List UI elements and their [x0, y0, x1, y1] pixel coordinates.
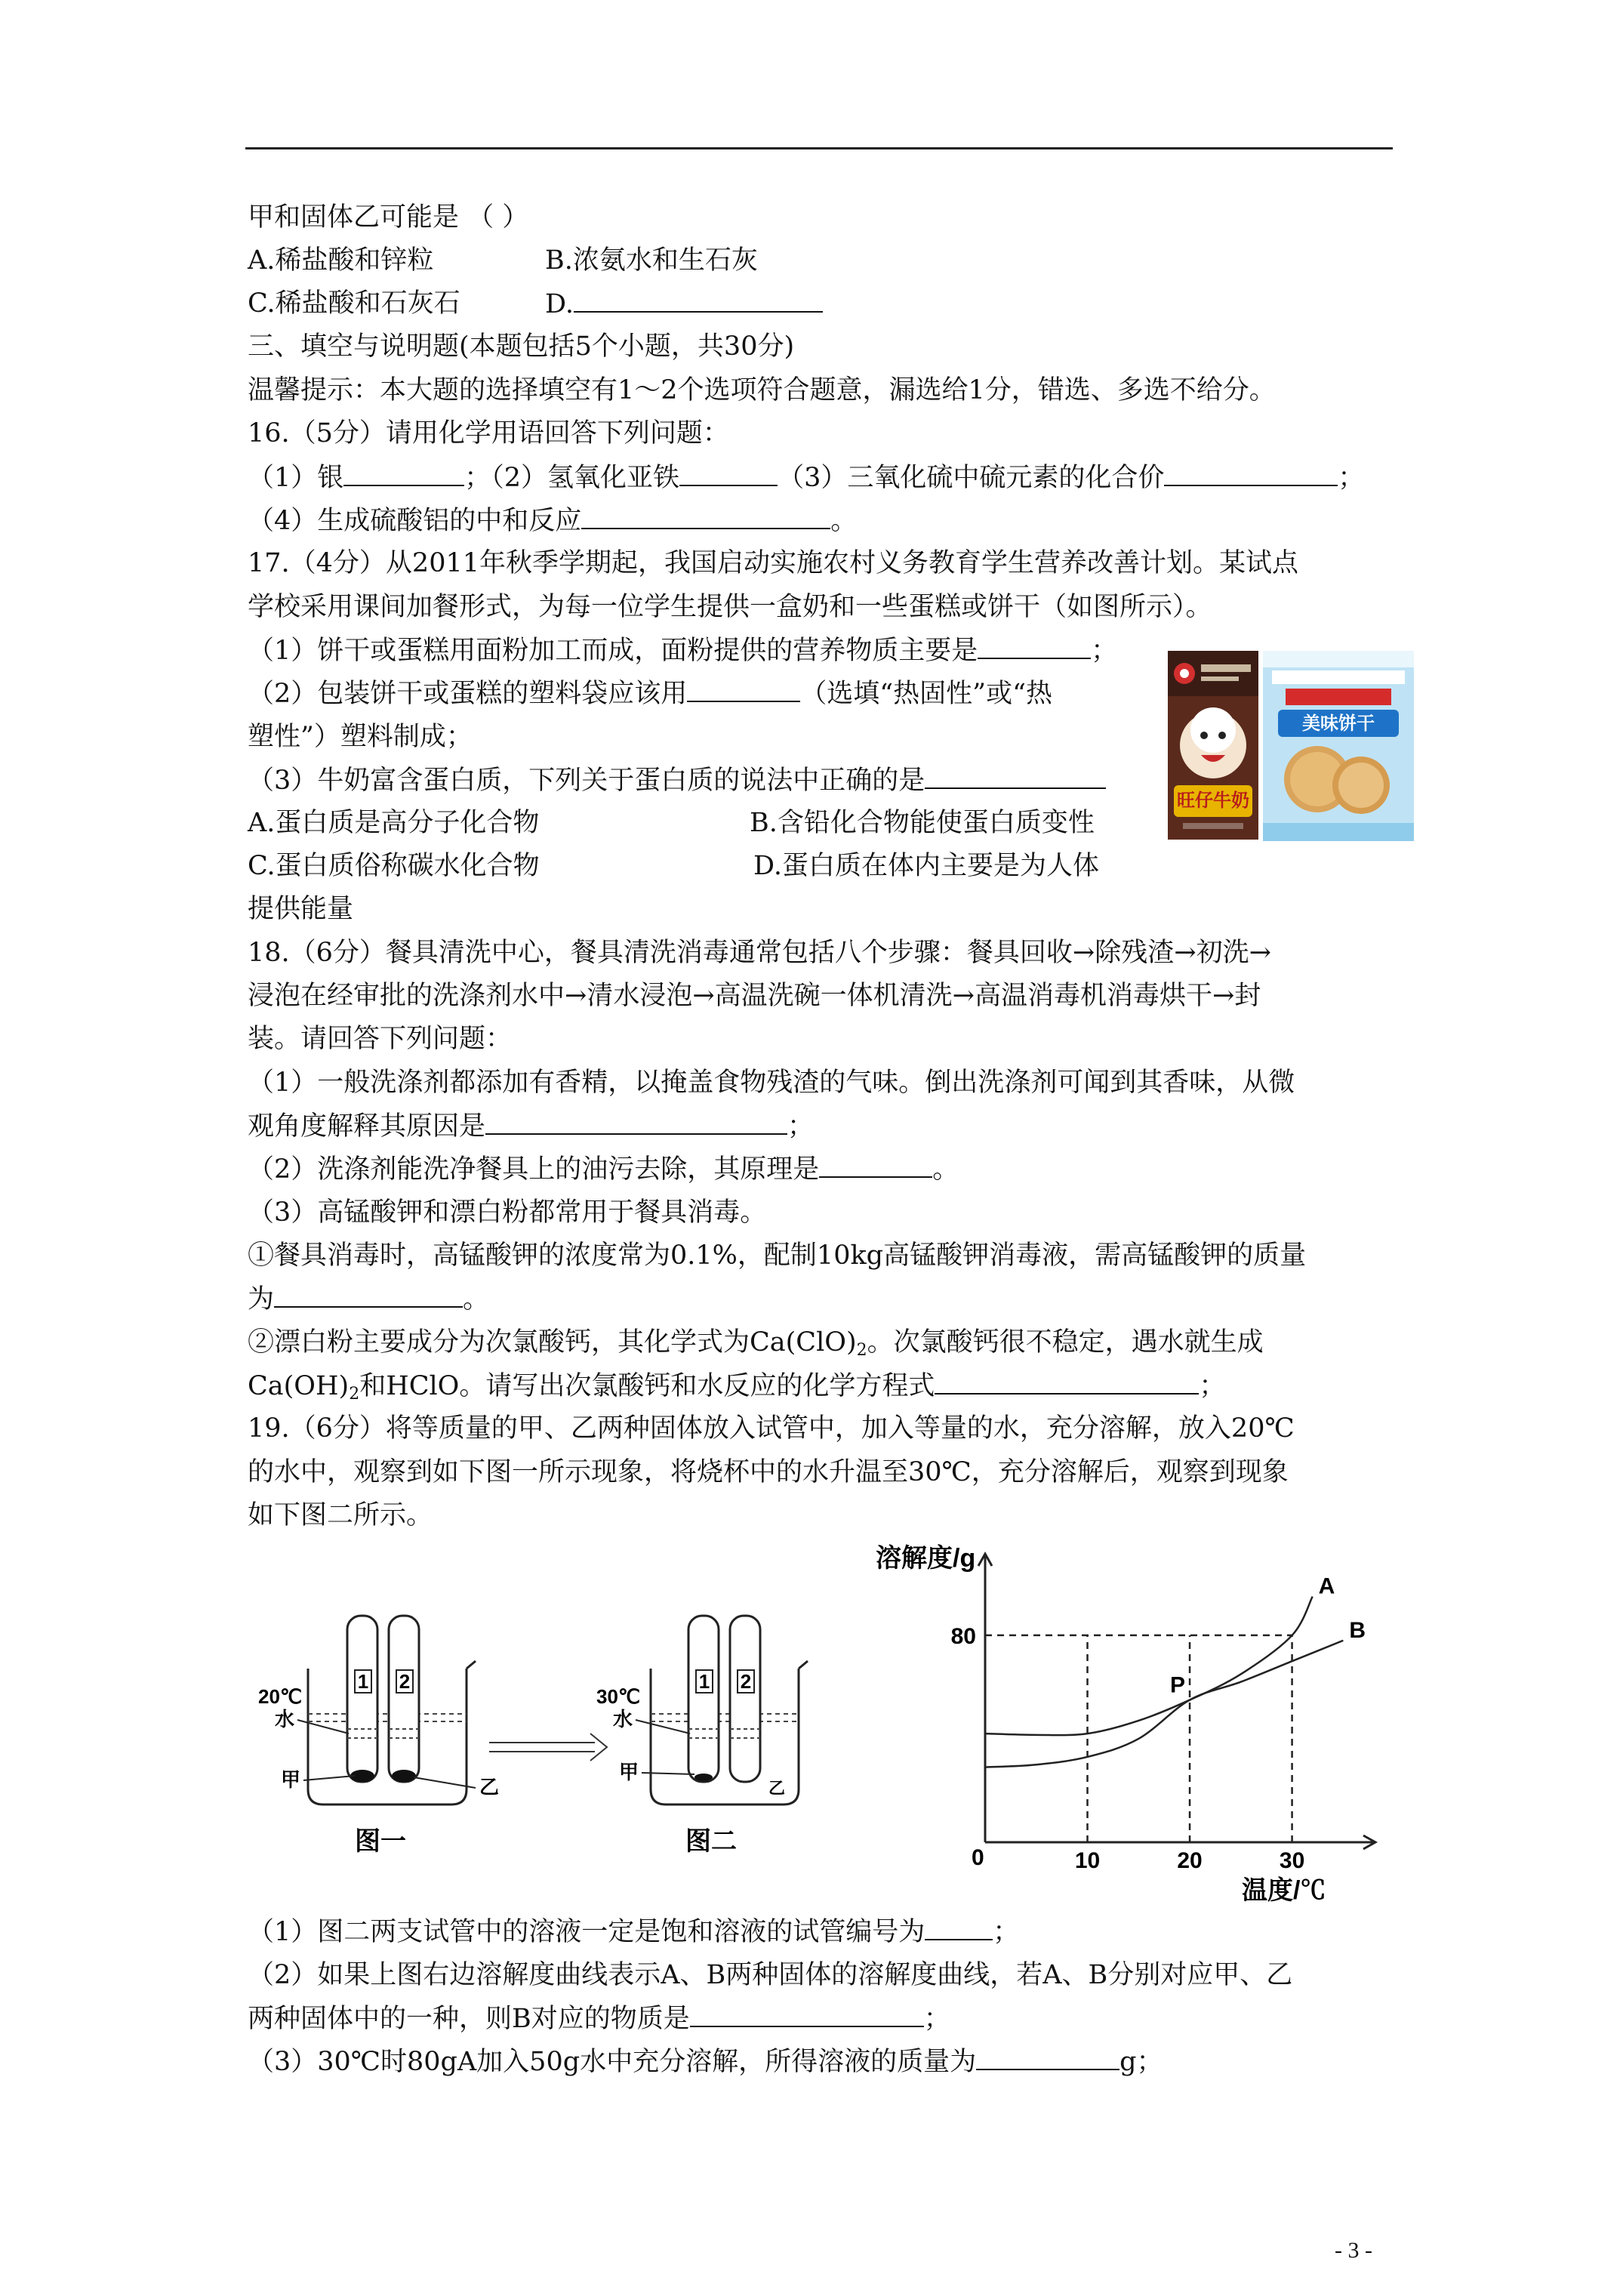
q19-part2-line2: 两种固体中的一种，则B对应的物质是 ； — [248, 2004, 950, 2034]
tube-2-label: 2 — [740, 1670, 752, 1693]
tube-1-label: 1 — [357, 1670, 369, 1693]
answer-blank[interactable] — [935, 1370, 1199, 1395]
answer-blank[interactable] — [690, 2003, 924, 2027]
q19-line2: 的水中，观察到如下图一所示现象，将烧杯中的水升温至30℃，充分溶解后，观察到现象 — [248, 1457, 1289, 1487]
process-arrow — [489, 1734, 607, 1761]
q19-part3: （3）30℃时80gA加入50g水中充分溶解，所得溶液的质量为 g； — [248, 2047, 1163, 2077]
figure-two — [596, 1616, 808, 1856]
tube-1-label: 1 — [698, 1670, 710, 1693]
figure-one — [258, 1616, 499, 1856]
q17-part2-cont: 塑性”）塑料制成； — [248, 722, 473, 752]
q18-part1-line1: （1）一般洗涤剂都添加有香精，以掩盖食物残渣的气味。倒出洗涤剂可闻到其香味，从微 — [248, 1068, 1295, 1098]
test-tube-figures — [249, 1601, 913, 1880]
milk-brand-label: 旺仔牛奶 — [1177, 791, 1249, 811]
q15-option-b: B.浓氨水和生石灰 — [545, 245, 758, 276]
q16-line1: （1）银 ；（2）氢氧化亚铁 （3）三氧化硫中硫元素的化合价 ； — [248, 463, 1365, 493]
q18-part1-line2: 观角度解释其原因是 ； — [248, 1111, 815, 1142]
q17-part3: （3）牛奶富含蛋白质，下列关于蛋白质的说法中正确的是 — [248, 765, 1106, 796]
series-curve-b — [985, 1641, 1343, 1767]
q18-part3: （3）高锰酸钾和漂白粉都常用于餐具消毒。 — [248, 1197, 767, 1228]
chart-series — [985, 1597, 1343, 1767]
intersection-point-label: P — [1170, 1672, 1186, 1698]
tube-2-label: 2 — [399, 1670, 411, 1693]
q17-stem-line1: 17.（4分）从2011年秋季学期起，我国启动实施农村义务教育学生营养改善计划。某试点 — [248, 548, 1299, 578]
q18-line2: 浸泡在经审批的洗涤剂水中→清水浸泡→高温洗碗一体机清洗→高温消毒机消毒烘干→封 — [248, 981, 1261, 1011]
q18-item2-line1: ②漂白粉主要成分为次氯酸钙，其化学式为$Ca(ClO)_2$。次氯酸钙很不稳定，遇水就生成 — [248, 1327, 1264, 1360]
q17-option-b: B.含铅化合物能使蛋白质变性 — [750, 808, 1095, 838]
chart-labels — [876, 1544, 1366, 1905]
substance-yi-label: 乙 — [479, 1776, 500, 1798]
solubility-chart — [853, 1540, 1397, 1910]
q17-part2: （2）包装饼干或蛋糕的塑料袋应该用 （选填“热固性”或“热 — [248, 679, 1052, 709]
answer-blank[interactable] — [976, 2046, 1119, 2070]
chart-axes — [978, 1554, 1375, 1849]
temperature-label: 30℃ — [596, 1685, 641, 1708]
answer-blank[interactable] — [925, 765, 1106, 789]
substance-yi-label: 乙 — [768, 1779, 786, 1798]
answer-blank[interactable] — [574, 288, 823, 313]
x-axis-label: 温度/℃ — [1242, 1876, 1326, 1905]
temperature-label: 20℃ — [258, 1685, 303, 1708]
q17-option-a: A.蛋白质是高分子化合物 — [248, 808, 540, 838]
q15-stem-end: 甲和固体乙可能是 （ ） — [248, 202, 529, 233]
biscuit-brand-label: 美味饼干 — [1302, 713, 1375, 734]
section-tip: 温馨提示：本大题的选择填空有1～2个选项符合题意，漏选给1分，错选、多选不给分。 — [248, 375, 1276, 405]
series-curve-a — [985, 1597, 1313, 1736]
biscuit-bag-image — [1263, 651, 1414, 844]
q18-item2-line2: $Ca(OH)_2$和HClO。请写出次氯酸钙和水反应的化学方程式 ； — [248, 1371, 1226, 1404]
q18-line1: 18.（6分）餐具清洗中心，餐具清洗消毒通常包括八个步骤：餐具回收→除残渣→初洗→ — [248, 938, 1271, 968]
q19-part1: （1）图二两支试管中的溶液一定是饱和溶液的试管编号为 ； — [248, 1917, 1020, 1947]
q16-line2: （4）生成硫酸铝的中和反应 。 — [248, 506, 858, 536]
answer-blank[interactable] — [343, 462, 464, 486]
milk-box-image — [1168, 651, 1258, 843]
y-axis-label: 溶解度/g — [876, 1544, 976, 1573]
answer-blank[interactable] — [1164, 462, 1338, 486]
q19-line1: 19.（6分）将等质量的甲、乙两种固体放入试管中，加入等量的水，充分溶解，放入20℃ — [248, 1413, 1295, 1444]
q17-option-d-cont: 提供能量 — [248, 894, 354, 924]
q18-item1-line2: 为 。 — [248, 1284, 490, 1314]
page-number: - 3 - — [1335, 2238, 1372, 2263]
answer-blank[interactable] — [679, 462, 778, 486]
water-label: 水 — [275, 1708, 295, 1730]
series-label-a: A — [1318, 1573, 1335, 1599]
q17-part1: （1）饼干或蛋糕用面粉加工而成，面粉提供的营养物质主要是 ； — [248, 636, 1118, 666]
q18-line3: 装。请回答下列问题： — [248, 1024, 513, 1054]
q17-option-d: D.蛋白质在体内主要是为人体 — [753, 851, 1099, 881]
substance-jia-label: 甲 — [281, 1768, 301, 1791]
answer-blank[interactable] — [485, 1111, 787, 1135]
x-tick-label: 20 — [1177, 1848, 1203, 1873]
y-tick-label: 80 — [950, 1623, 976, 1649]
origin-label: 0 — [972, 1845, 984, 1870]
q18-part2: （2）洗涤剂能洗净餐具上的油污去除，其原理是 。 — [248, 1154, 959, 1185]
answer-blank[interactable] — [687, 678, 800, 702]
q18-item1-line1: ①餐具消毒时，高锰酸钾的浓度常为0.1%，配制10kg高锰酸钾消毒液，需高锰酸钾的质量 — [248, 1240, 1307, 1271]
x-tick-label: 30 — [1279, 1848, 1305, 1873]
header-rule — [245, 147, 1393, 149]
answer-blank[interactable] — [978, 635, 1091, 659]
q15-option-d: D. — [545, 288, 823, 319]
answer-blank[interactable] — [925, 1916, 993, 1940]
q19-line3: 如下图二所示。 — [248, 1500, 433, 1530]
answer-blank[interactable] — [581, 505, 830, 529]
section-title: 三、填空与说明题(本题包括5个小题，共30分) — [248, 331, 795, 362]
substance-jia-label: 甲 — [619, 1761, 639, 1783]
answer-blank[interactable] — [274, 1284, 463, 1308]
x-tick-label: 10 — [1074, 1848, 1101, 1873]
series-label-b: B — [1349, 1617, 1366, 1643]
figure-one-caption: 图一 — [355, 1827, 406, 1856]
q16-stem: 16.（5分）请用化学用语回答下列问题： — [248, 418, 729, 448]
q19-part2-line1: （2）如果上图右边溶解度曲线表示A、B两种固体的溶解度曲线，若A、B分别对应甲、乙 — [248, 1960, 1293, 1990]
figure-two-caption: 图二 — [685, 1827, 737, 1856]
q17-option-c: C.蛋白质俗称碳水化合物 — [248, 851, 540, 881]
q15-option-c: C.稀盐酸和石灰石 — [248, 288, 460, 319]
q15-option-a: A.稀盐酸和锌粒 — [248, 245, 434, 276]
q17-stem-line2: 学校采用课间加餐形式，为每一位学生提供一盒奶和一些蛋糕或饼干（如图所示）。 — [248, 592, 1212, 622]
answer-blank[interactable] — [819, 1154, 932, 1178]
water-label: 水 — [613, 1708, 633, 1730]
